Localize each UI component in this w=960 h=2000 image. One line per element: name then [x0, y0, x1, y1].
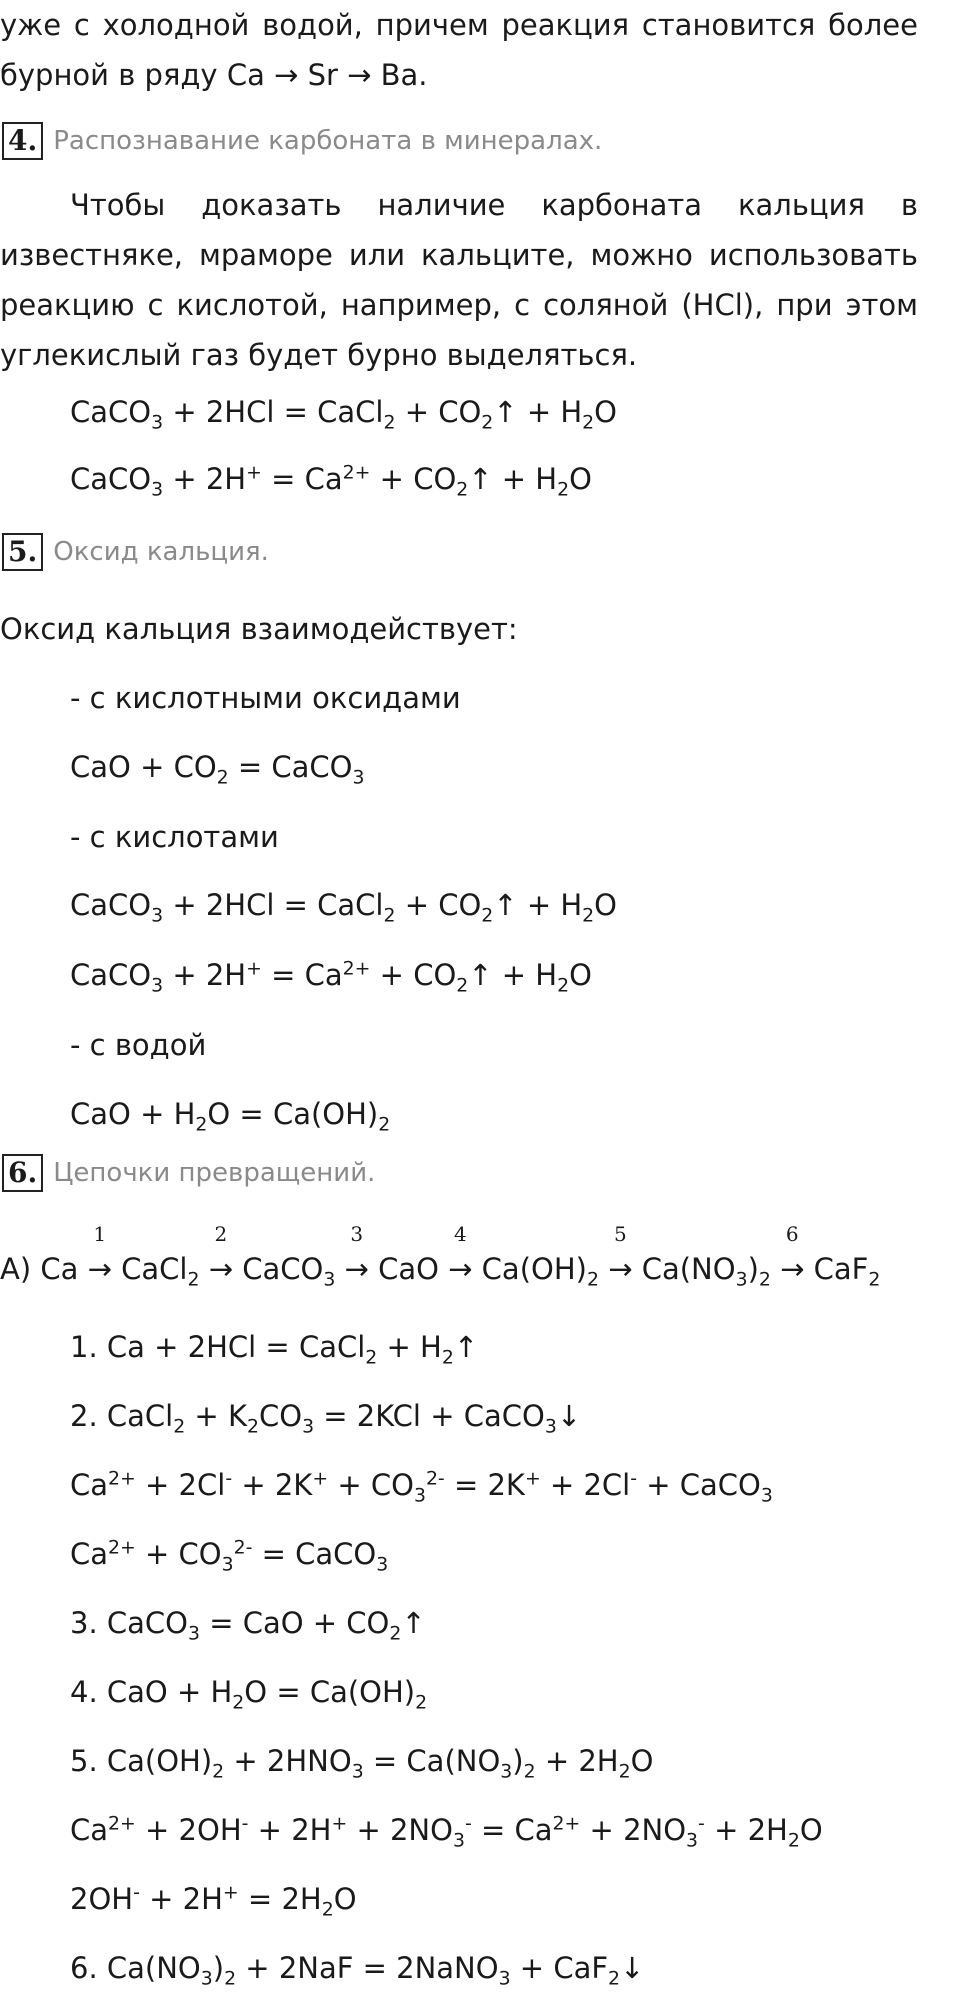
- section-6-title: Цепочки превращений.: [53, 1158, 376, 1188]
- chain-arrow-3: → 3: [344, 1222, 369, 1286]
- s5-bullet-water: - с водой: [70, 1028, 207, 1062]
- section-5-title: Оксид кальция.: [53, 537, 269, 567]
- reaction-1: 1. Ca + 2HCl = CaCl$_2$ + $H_2↑$: [70, 1330, 479, 1369]
- equation-s5-2: CaCO$_3$ + 2HCl = CaCl$_2$ + $CO_2↑ + H_2O$: [70, 888, 617, 927]
- reaction-5: 5. $Ca(OH)_2 + 2HNO_3 = Ca(NO_3)_2 + 2H_2O$: [70, 1744, 654, 1783]
- transformation-chain: А) Ca → 1 CaCl$_2$ → 2 CaCO$_3$ → 3 CaO → 4 $Ca(OH)_2$ → 5 $Ca(NO_3)_2$ → 6 CaF$_2$: [0, 1222, 881, 1291]
- section-5-heading: [2, 533, 269, 571]
- reaction-5-ionic-short: $2OH^- + 2H^+ = 2H_2O$: [70, 1882, 357, 1921]
- reaction-4: 4. CaO + $H_2O = Ca(OH)_2$: [70, 1675, 428, 1714]
- intro-paragraph: [0, 0, 918, 100]
- reaction-6: 6. $Ca(NO_3)_2 + 2NaF$ = 2NaNO$_3$ + CaF$_2$↓: [70, 1951, 645, 1990]
- s4-line-4: углекислый газ будет бурно выделяться.: [0, 338, 638, 372]
- equation-s4-2: CaCO$_3$ + $2H^+ = Ca^{2+}$ + $CO_2↑ + H_2O$: [70, 462, 592, 501]
- s4-line-3: реакцию с кислотой, например, с соляной (HCl), при этом: [0, 288, 918, 322]
- s4-line-2: известняке, мраморе или кальците, можно использовать: [0, 238, 918, 272]
- section-6-number: 6.: [2, 1154, 43, 1192]
- reaction-3: 3. CaCO$_3$ = CaO + $CO_2↑$: [70, 1606, 426, 1645]
- chain-arrow-6: → 6: [780, 1222, 805, 1286]
- chain-arrow-1: → 1: [87, 1222, 112, 1286]
- equation-s5-1: CaO + $CO_2$ = CaCO$_3$: [70, 750, 365, 789]
- equation-s5-3: CaCO$_3$ + $2H^+ = Ca^{2+}$ + $CO_2↑ + H_2O$: [70, 958, 592, 997]
- reaction-2-ionic-short: $Ca^{2+} + CO_3^{2-}$ = CaCO$_3$: [70, 1537, 389, 1576]
- s5-bullet-acids: - с кислотами: [70, 820, 279, 854]
- section-6-heading: [2, 1154, 375, 1192]
- section-4-number: 4.: [2, 122, 43, 160]
- section-5-number: 5.: [2, 533, 43, 571]
- chain-label: А) Ca: [0, 1252, 79, 1286]
- s5-bullet-acid-oxides: - с кислотными оксидами: [70, 681, 461, 715]
- chain-step-6: 6: [785, 1222, 799, 1246]
- chain-step-4: 4: [453, 1222, 467, 1246]
- chain-arrow-5: → 5: [608, 1222, 633, 1286]
- reaction-5-ionic-full: $Ca^{2+} + 2OH^- + 2H^+ + 2NO_3^- = Ca^{2+} + 2NO_3^- + 2H_2O$: [70, 1813, 823, 1852]
- chain-step-3: 3: [350, 1222, 364, 1246]
- section-4-paragraph: [0, 180, 918, 380]
- reaction-2-ionic-full: $Ca^{2+} + 2Cl^- + 2K^+ + CO_3^{2-} = 2K^+ + 2Cl^-$ + CaCO$_3$: [70, 1468, 773, 1507]
- intro-line-1: уже с холодной водой, причем реакция становится более: [0, 8, 918, 42]
- intro-line-2: бурной в ряду Ca → Sr → Ba.: [0, 58, 428, 92]
- section-5-intro: Оксид кальция взаимодействует:: [0, 612, 518, 646]
- equation-s5-4: CaO + $H_2O = Ca(OH)_2$: [70, 1097, 391, 1136]
- chain-arrow-2: → 2: [208, 1222, 233, 1286]
- equation-s4-1: CaCO$_3$ + 2HCl = CaCl$_2$ + $CO_2↑ + H_2O$: [70, 395, 617, 434]
- s4-line-1: Чтобы доказать наличие карбоната кальция в: [70, 188, 918, 222]
- chain-step-5: 5: [613, 1222, 627, 1246]
- reaction-2: 2. CaCl$_2$ + $K_2CO_3 = 2KCl$ + CaCO$_3$↓: [70, 1399, 582, 1438]
- chain-step-1: 1: [93, 1222, 107, 1246]
- chain-step-2: 2: [214, 1222, 228, 1246]
- section-4-title: Распознавание карбоната в минералах.: [53, 126, 603, 156]
- section-4-heading: [2, 122, 602, 160]
- chain-arrow-4: → 4: [448, 1222, 473, 1286]
